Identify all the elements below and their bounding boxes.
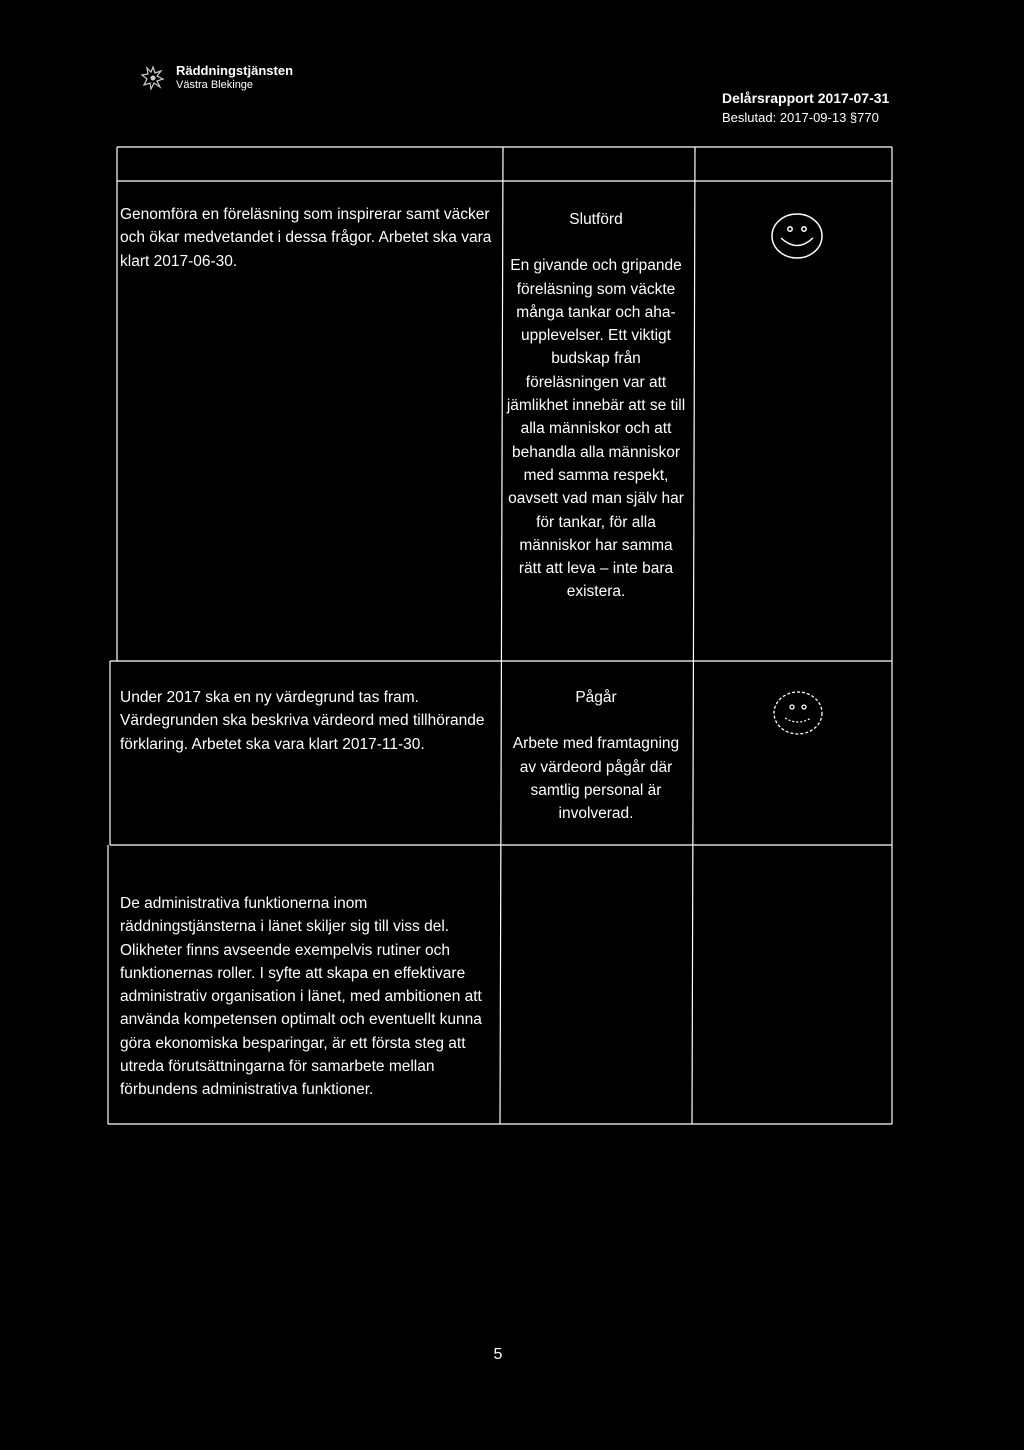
table-row-3-status-cell [506,892,686,915]
table-row-1-status-cell [506,208,686,604]
table-row-2-status: Pågår [575,689,617,706]
table-row-1-goal: Genomföra en föreläsning som inspirerar samt väcker och ökar medvetandet i dessa frågor. Arbetet ska vara klart 2017-06-30. [120,206,492,270]
table-row-1-status: Slutförd [569,211,623,228]
organisation-region: Västra Blekinge [176,79,254,91]
table-row-2-goal: Under 2017 ska en ny värdegrund tas fram. Värdegrunden ska beskriva värdeord med tillhörande förklaring. Arbetet ska vara klart 2017-11-30. [120,689,485,753]
table-row-1-comment: En givande och gripande föreläsning som väckte många tankar och aha-upplevelser. Ett viktigt budskap från föreläsningen var att jämlikhet innebär att se till alla människor och att behandla alla människor med samma respekt, oavsett vad man själv har för tankar, för alla människor har samma rätt att leva – inte bara existera. [506,257,686,601]
report-title: Delårsrapport 2017-07-31 [722,90,890,106]
table-row-2-status-cell [506,686,686,825]
smiley-happy-icon [769,211,825,261]
table-row-3-goal: De administrativa funktionerna inom räddningstjänsterna i länet skiljer sig till viss del. Olikheter finns avseende exempelvis rutiner och funktionernas roller. I syfte att skapa en effektivare administrativ organisation i länet, med ambitionen att använda kompetensen optimalt och eventuellt kunna göra ekonomiska besparingar, är ett första steg att utreda förutsättningarna för samarbete mellan förbundens administrativa funktioner. [120,895,482,1099]
organisation-name: Räddningstjänsten [176,63,294,78]
table-row-2-comment: Arbete med framtagning av värdeord pågår där samtlig personal är involverad. [512,735,680,823]
page-number: 5 [493,1346,503,1363]
smiley-neutral-icon [771,688,825,738]
report-decision-date: Beslutad: 2017-09-13 §770 [722,110,879,125]
